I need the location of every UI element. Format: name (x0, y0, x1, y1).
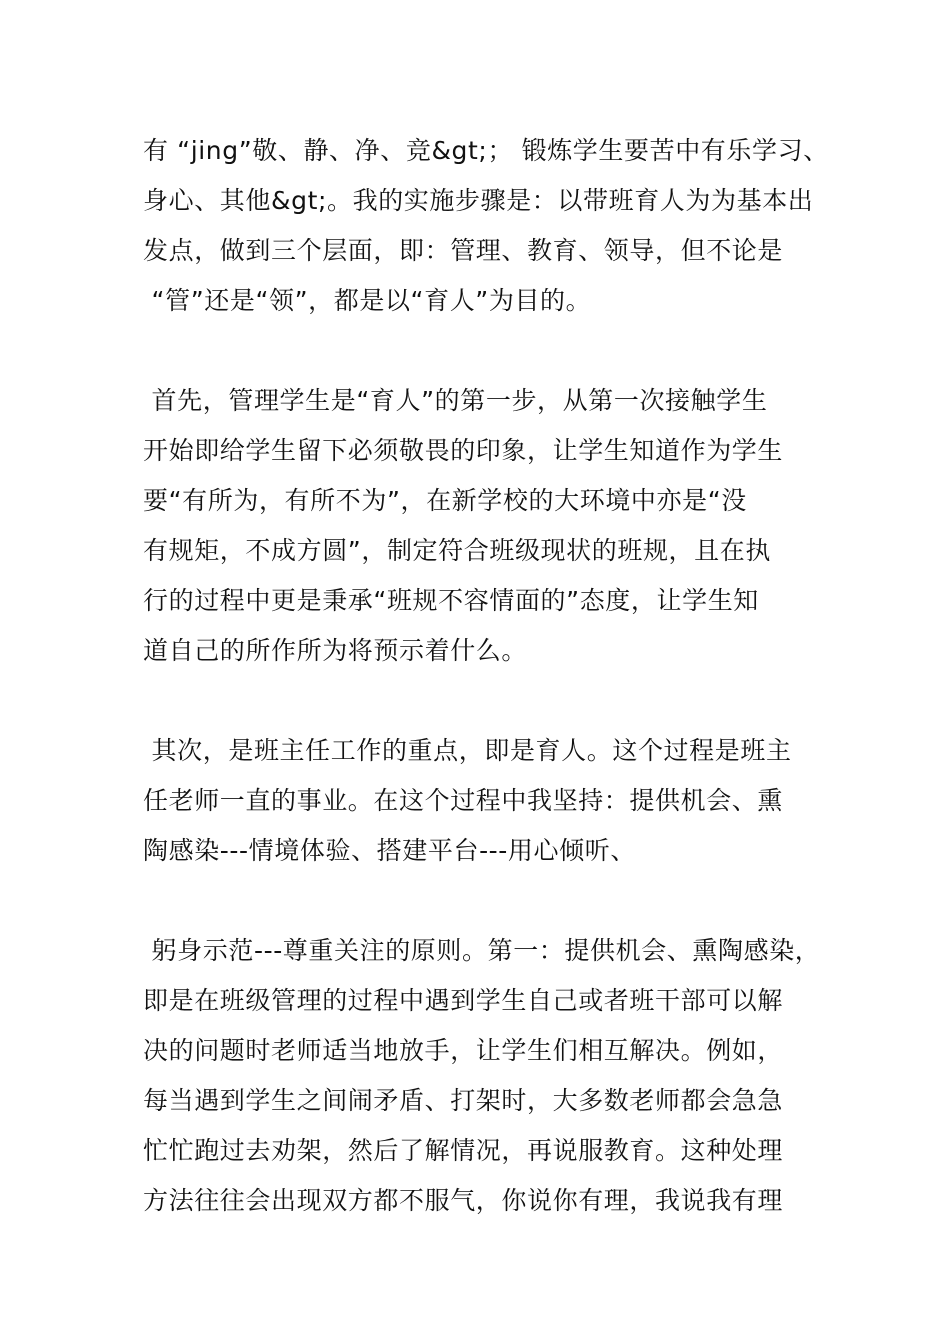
text-line: 方法往往会出现双方都不服气，你说你有理，我说我有理 (143, 1186, 784, 1215)
text-line: 行的过程中更是秉承“班规不容情面的”态度，让学生知 (143, 586, 759, 615)
text-line: 即是在班级管理的过程中遇到学生自己或者班干部可以解 (143, 986, 784, 1015)
paragraph-spacer (143, 676, 843, 726)
paragraph-spacer (143, 876, 843, 926)
text-line: “管”还是“领”，都是以“育人”为目的。 (143, 286, 592, 315)
text-line: 决的问题时老师适当地放手，让学生们相互解决。例如， (143, 1036, 784, 1065)
paragraph-3 (143, 726, 843, 876)
text-line: 首先，管理学生是“育人”的第一步，从第一次接触学生 (143, 386, 768, 415)
paragraph-4 (143, 926, 843, 1226)
text-line: 其次，是班主任工作的重点，即是育人。这个过程是班主 (143, 736, 792, 765)
paragraph-spacer (143, 326, 843, 376)
text-line: 开始即给学生留下必须敬畏的印象，让学生知道作为学生 (143, 436, 784, 465)
text-line: 有 “jing”敬、静、净、竞&gt;； 锻炼学生要苦中有乐学习、 (143, 136, 829, 165)
text-line: 有规矩，不成方圆”，制定符合班级现状的班规，且在执 (143, 536, 771, 565)
text-line: 身心、其他&gt;。我的实施步骤是：以带班育人为为基本出 (143, 186, 814, 215)
text-line: 每当遇到学生之间闹矛盾、打架时，大多数老师都会急急 (143, 1086, 784, 1115)
text-line: 要“有所为，有所不为”，在新学校的大环境中亦是“没 (143, 486, 747, 515)
paragraph-2 (143, 376, 843, 676)
text-line: 陶感染---情境体验、搭建平台---用心倾听、 (143, 836, 636, 865)
text-line: 任老师一直的事业。在这个过程中我坚持：提供机会、熏 (143, 786, 784, 815)
text-line: 躬身示范---尊重关注的原则。第一：提供机会、熏陶感染， (143, 936, 821, 965)
text-line: 发点，做到三个层面，即：管理、教育、领导，但不论是 (143, 236, 784, 265)
document-body (143, 126, 843, 1226)
text-line: 道自己的所作所为将预示着什么。 (143, 636, 528, 665)
text-line: 忙忙跑过去劝架，然后了解情况，再说服教育。这种处理 (143, 1136, 784, 1165)
paragraph-1 (143, 126, 843, 326)
